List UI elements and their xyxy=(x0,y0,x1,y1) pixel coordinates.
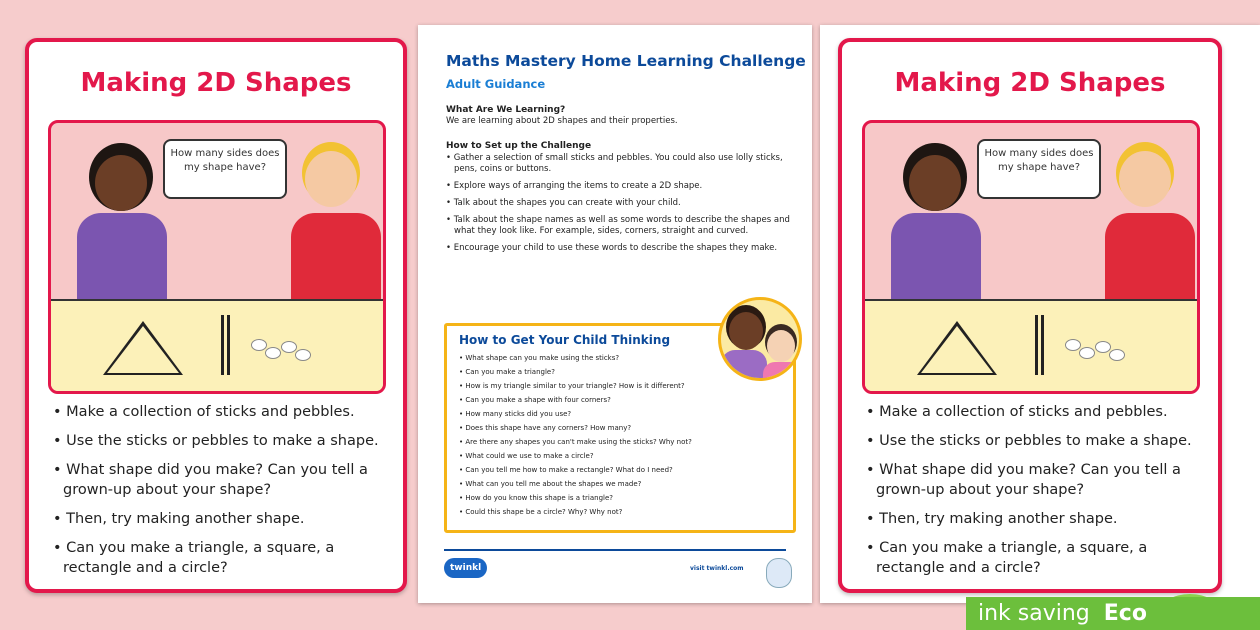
list-item: • Explore ways of arranging the items to create a 2D shape. xyxy=(446,181,792,192)
instruction-list xyxy=(866,402,1204,587)
list-item: • How do you know this shape is a triangle? xyxy=(459,491,781,505)
guidance-page xyxy=(418,25,812,603)
list-item: • Are there any shapes you can't make using the sticks? Why not? xyxy=(459,435,781,449)
section-heading: What Are We Learning? xyxy=(446,105,566,115)
list-item: • Can you make a shape with four corners? xyxy=(459,393,781,407)
activity-card-right xyxy=(838,38,1222,593)
card-title: Making 2D Shapes xyxy=(894,68,1166,98)
guidance-subtitle: Adult Guidance xyxy=(446,77,546,91)
list-item: • How is my triangle similar to your triangle? How is it different? xyxy=(459,379,781,393)
activity-card-left xyxy=(25,38,407,593)
twinkl-logo: twinkl xyxy=(444,558,487,578)
list-item: • What shape can you make using the sticks? xyxy=(459,351,781,365)
list-item: • Encourage your child to use these words to describe the shapes they make. xyxy=(446,243,792,254)
learning-section xyxy=(446,105,792,127)
section-heading: How to Set up the Challenge xyxy=(446,141,592,151)
card-title: Making 2D Shapes xyxy=(80,68,352,98)
guidance-title: Maths Mastery Home Learning Challenge xyxy=(446,52,806,70)
list-item: • Can you make a triangle, a square, a rectangle and a circle? xyxy=(53,538,389,578)
list-item: • What can you tell me about the shapes we made? xyxy=(459,477,781,491)
table xyxy=(865,299,1197,391)
list-item: • Then, try making another shape. xyxy=(866,509,1204,529)
list-item: • Make a collection of sticks and pebbles. xyxy=(866,402,1204,422)
list-item: • Can you tell me how to make a rectangle? What do I need? xyxy=(459,463,781,477)
eco-label: Eco xyxy=(1103,601,1147,626)
list-item: • Use the sticks or pebbles to make a shape. xyxy=(53,431,389,451)
list-item: • What shape did you make? Can you tell a grown-up about your shape? xyxy=(53,460,389,500)
instruction-list xyxy=(53,402,389,587)
list-item: • Talk about the shape names as well as some words to describe the shapes and what they look like. For example, sides, corners, straight and curved. xyxy=(446,215,792,237)
list-item: • Use the sticks or pebbles to make a shape. xyxy=(866,431,1204,451)
list-item: • How many sticks did you use? xyxy=(459,407,781,421)
speech-bubble: How many sides does my shape have? xyxy=(163,139,287,199)
list-item: • Could this shape be a circle? Why? Why not? xyxy=(459,505,781,519)
illustration xyxy=(48,120,386,394)
children-thinking-illustration xyxy=(718,297,802,381)
list-item: • Make a collection of sticks and pebbles. xyxy=(53,402,389,422)
illustration xyxy=(862,120,1200,394)
badge-text: ink saving xyxy=(978,601,1090,626)
list-item: • What shape did you make? Can you tell a grown-up about your shape? xyxy=(866,460,1204,500)
table xyxy=(51,299,383,391)
list-item: • Can you make a triangle? xyxy=(459,365,781,379)
twinkl-badge-icon xyxy=(766,558,792,588)
footer-divider xyxy=(444,549,786,551)
list-item: • Gather a selection of small sticks and pebbles. You could also use lolly sticks, pens, coins or buttons. xyxy=(446,153,792,175)
list-item: • Talk about the shapes you can create with your child. xyxy=(446,198,792,209)
setup-section xyxy=(446,141,792,254)
thinking-heading: How to Get Your Child Thinking xyxy=(459,333,671,347)
list-item: • What could we use to make a circle? xyxy=(459,449,781,463)
speech-bubble: How many sides does my shape have? xyxy=(977,139,1101,199)
website-link[interactable]: visit twinkl.com xyxy=(690,565,744,572)
list-item: • Then, try making another shape. xyxy=(53,509,389,529)
list-item: • Can you make a triangle, a square, a rectangle and a circle? xyxy=(866,538,1204,578)
ink-saving-badge xyxy=(966,597,1260,630)
list-item: • Does this shape have any corners? How many? xyxy=(459,421,781,435)
section-text: We are learning about 2D shapes and their properties. xyxy=(446,116,678,126)
